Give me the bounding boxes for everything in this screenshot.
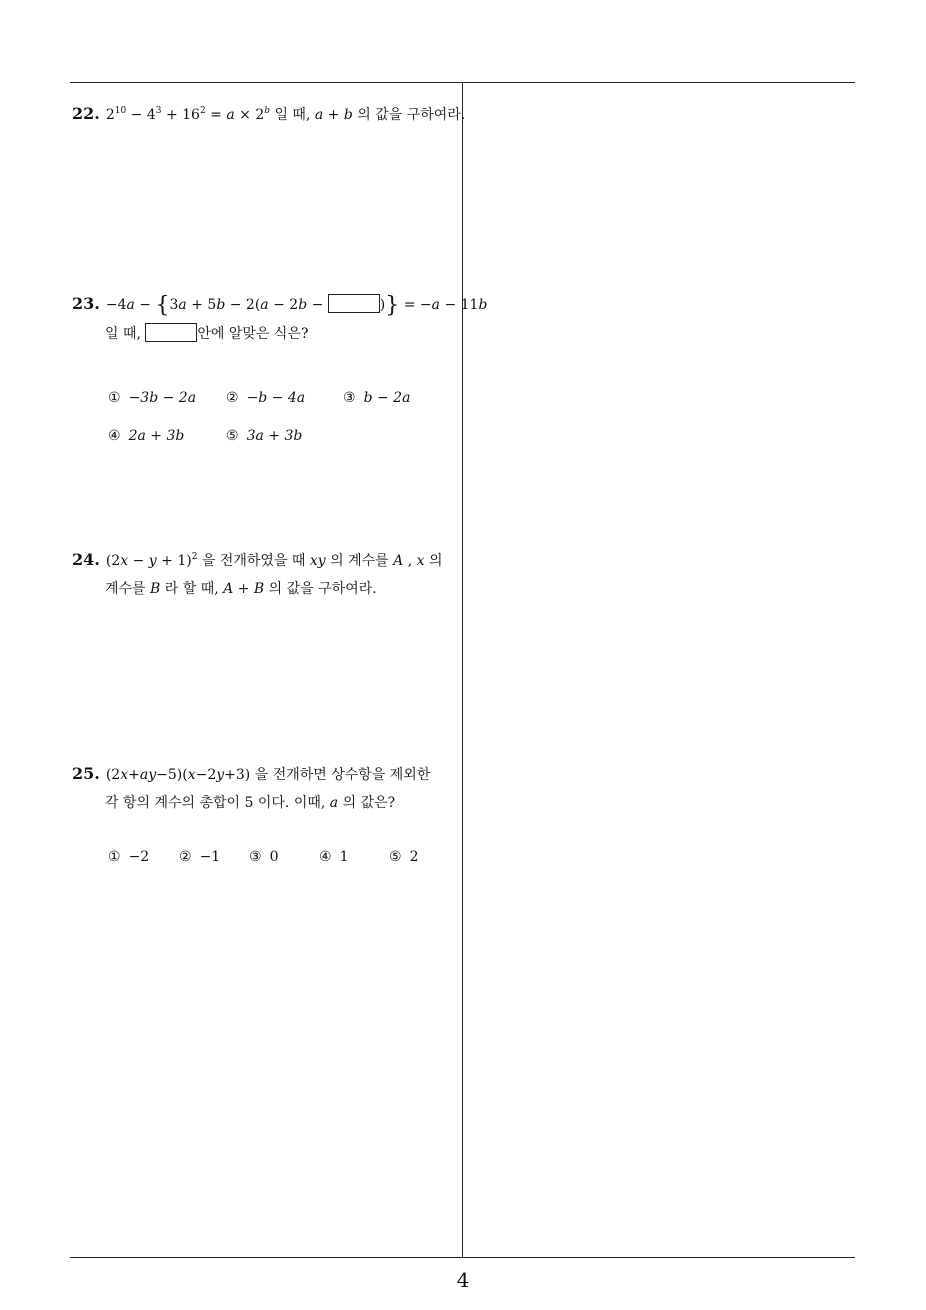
variable: xy [309, 553, 326, 569]
variable: b [216, 297, 226, 313]
text: ) [379, 297, 386, 313]
text: 의 값을 구하여라. [264, 581, 377, 597]
variable: y [216, 767, 225, 783]
text: 각 항의 계수의 총합이 5 이다. 이때, [105, 795, 330, 811]
text: + [323, 107, 344, 123]
variable: b [478, 297, 488, 313]
variable: A [223, 581, 234, 597]
problem-24-line-1 [72, 546, 460, 575]
variable: y [148, 553, 157, 569]
choice-marker: ③ [343, 390, 356, 406]
choice-marker: ④ [319, 849, 332, 865]
choice-marker: ② [226, 390, 239, 406]
text: + 5 [186, 297, 217, 313]
choice-1[interactable] [108, 849, 149, 865]
answer-blank-box [145, 323, 197, 342]
exponent: b [264, 106, 270, 116]
choice-marker: ① [108, 849, 121, 865]
text: −5)( [156, 767, 188, 783]
text: 일 때, [105, 326, 146, 342]
variable: x [120, 767, 129, 783]
text: 의 계수를 [325, 553, 394, 569]
variable: x [416, 553, 425, 569]
text: 을 전개하였을 때 [197, 553, 310, 569]
text: 일 때, [270, 107, 315, 123]
text: (2 [105, 767, 121, 783]
choice-2[interactable] [179, 849, 220, 865]
choice-text: b − 2a [363, 390, 411, 406]
variable: B [150, 581, 161, 597]
choice-text: 1 [339, 849, 349, 865]
page-number: 4 [456, 1268, 470, 1292]
text: 안에 알맞은 식은? [197, 326, 309, 342]
text: 라 할 때, [160, 581, 224, 597]
problem-23 [72, 290, 488, 348]
choice-marker: ② [179, 849, 192, 865]
text: −2 [195, 767, 217, 783]
choice-5[interactable] [226, 428, 302, 444]
choice-5[interactable] [389, 849, 418, 865]
variable: b [298, 297, 308, 313]
text: −4 [105, 297, 127, 313]
choice-4[interactable] [319, 849, 348, 865]
choice-text: −3b − 2a [128, 390, 197, 406]
text: +3) 을 전개하면 상수항을 제외한 [224, 767, 431, 783]
text: × 2 [234, 107, 265, 123]
choice-text: 2a + 3b [128, 428, 185, 444]
choice-text: 0 [269, 849, 279, 865]
answer-blank-box [328, 294, 380, 313]
text: 의 값을 구하여라. [352, 107, 466, 123]
text: = − [399, 297, 432, 313]
problem-24 [72, 546, 460, 603]
problem-22 [72, 100, 466, 129]
problem-number: 24. [72, 550, 100, 569]
choice-text: −1 [199, 849, 221, 865]
variable: A [393, 553, 404, 569]
variable: b [343, 107, 353, 123]
text: + [128, 767, 140, 783]
variable: a [260, 297, 269, 313]
problem-number: 25. [72, 764, 100, 783]
variable: B [253, 581, 265, 597]
variable: a [139, 767, 149, 783]
text: 의 [424, 553, 443, 569]
exponent: 2 [199, 106, 206, 116]
problem-25-line-1 [72, 760, 460, 789]
choice-text: 3a + 3b [246, 428, 303, 444]
problem-number: 22. [72, 104, 100, 123]
text: − [128, 553, 149, 569]
text: 의 값은? [338, 795, 396, 811]
problem-23-line-1 [72, 290, 488, 320]
exponent: 10 [114, 106, 127, 116]
choice-2[interactable] [226, 390, 305, 406]
text: − 2 [268, 297, 299, 313]
column-divider [462, 82, 463, 1258]
exponent: 3 [155, 106, 162, 116]
variable: x [120, 553, 129, 569]
text: + 16 [161, 107, 200, 123]
text: 3 [169, 297, 179, 313]
problem-number: 23. [72, 294, 100, 313]
choice-marker: ③ [249, 849, 262, 865]
text: (2 [105, 553, 121, 569]
choice-marker: ④ [108, 428, 121, 444]
choice-3[interactable] [249, 849, 278, 865]
problem-24-line-2 [72, 575, 460, 603]
variable: a [178, 297, 187, 313]
variable: a [314, 107, 324, 123]
variable: a [126, 297, 135, 313]
text: − 4 [126, 107, 156, 123]
text: , [403, 553, 417, 569]
problem-25-line-2 [72, 789, 460, 817]
text: 2 [105, 107, 115, 123]
text: 계수를 [105, 581, 151, 597]
text: − 11 [440, 297, 479, 313]
text: + 1) [156, 553, 192, 569]
right-brace: } [385, 293, 400, 318]
choice-1[interactable] [108, 390, 196, 406]
variable: x [187, 767, 196, 783]
choice-marker: ⑤ [389, 849, 402, 865]
variable: a [431, 297, 440, 313]
text: − [134, 297, 156, 313]
text: − 2( [225, 297, 261, 313]
bottom-rule [70, 1257, 855, 1258]
text: + [233, 581, 254, 597]
choice-marker: ① [108, 390, 121, 406]
left-brace: { [155, 293, 170, 318]
choice-3[interactable] [343, 390, 410, 406]
problem-23-line-2 [72, 320, 460, 348]
text: − [307, 297, 328, 313]
choice-text: −b − 4a [246, 390, 306, 406]
choice-marker: ⑤ [226, 428, 239, 444]
choice-text: 2 [409, 849, 419, 865]
variable: a [329, 795, 339, 811]
variable: y [148, 767, 157, 783]
exponent: 2 [191, 552, 198, 562]
problem-22-line-1 [72, 100, 466, 129]
choice-text: −2 [128, 849, 150, 865]
choice-4[interactable] [108, 428, 184, 444]
text: = [205, 107, 227, 123]
variable: a [226, 107, 235, 123]
problem-25 [72, 760, 460, 817]
